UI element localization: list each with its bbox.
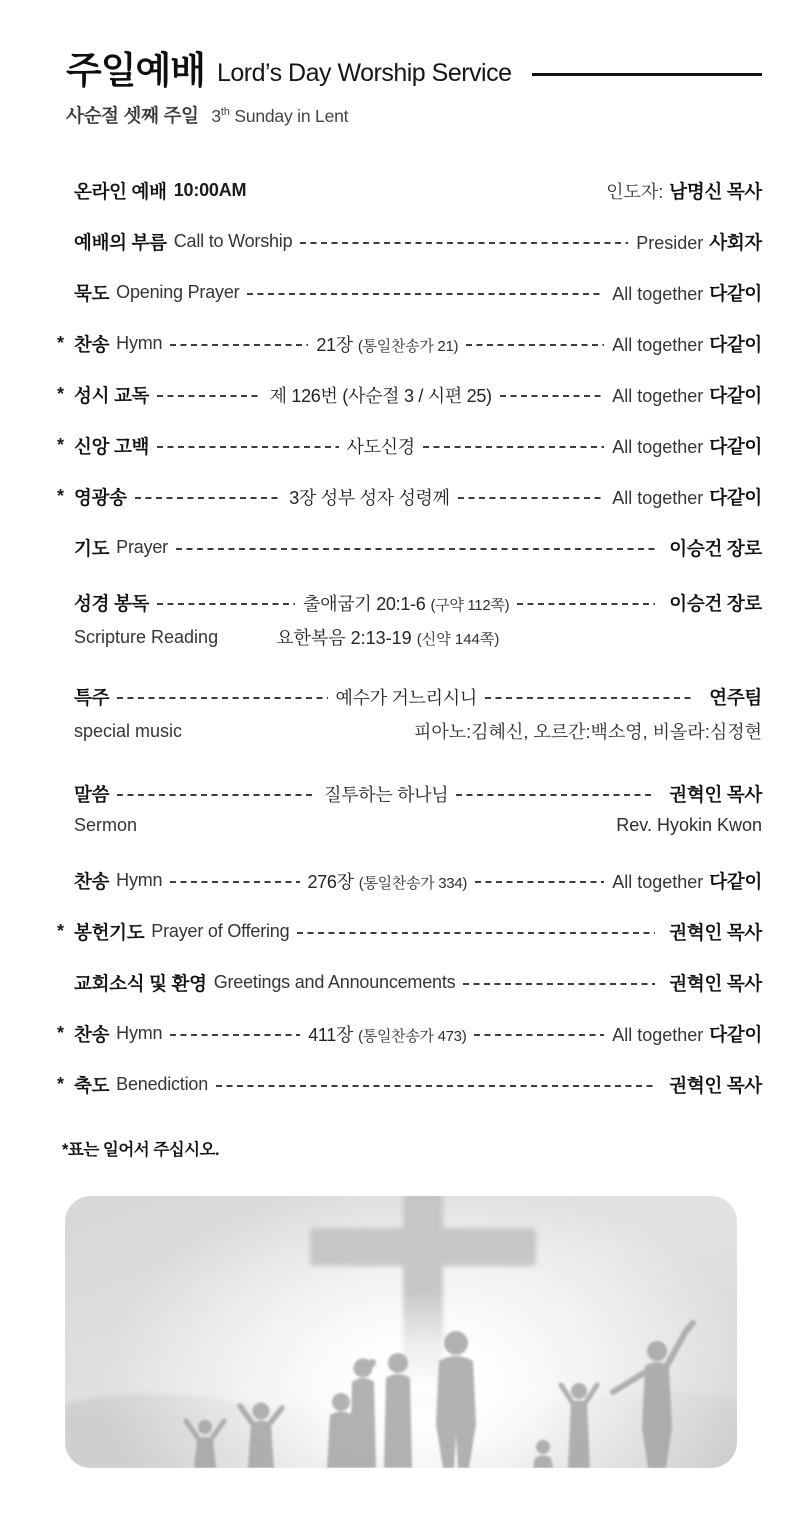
item-label-korean: 찬송 (74, 1023, 110, 1045)
item-label-english: Hymn (116, 1023, 163, 1043)
program-row (57, 1008, 762, 1059)
respondent (663, 970, 762, 996)
title-row (66, 52, 762, 89)
leader-dashes (456, 794, 655, 796)
leader-dashes (517, 603, 655, 605)
item-label-korean: 신앙 고백 (74, 435, 150, 457)
respondent (612, 331, 762, 357)
item-sublabel: Sermon (74, 814, 138, 835)
respondent-name: 다같이 (709, 333, 762, 355)
respondent-name: 이승건 장로 (669, 537, 762, 559)
item-label-korean: 온라인 예배 (74, 180, 167, 202)
item-detail: 276장 (통일찬송가 334) (307, 871, 468, 892)
item-label-english: Hymn (116, 870, 163, 890)
item-detail: 3장 성부 성자 성령께 (289, 487, 450, 508)
item-detail-page-ref: (통일찬송가 21) (357, 337, 459, 355)
program-row-main (57, 1072, 762, 1098)
stand-asterisk: * (57, 1074, 65, 1094)
respondent-name: 연주팀 (709, 687, 762, 708)
respondent-name: 권혁인 목사 (669, 783, 762, 805)
item-label-korean: 묵도 (74, 282, 110, 304)
program-row (57, 165, 762, 216)
item-label-korean: 특주 (74, 687, 110, 708)
leader-dashes (475, 881, 604, 883)
second-reading-page-ref: (신약 144쪽) (416, 631, 500, 648)
leader-dashes (157, 395, 261, 397)
respondent-role: 인도자: (606, 181, 664, 202)
leader-dashes (157, 603, 295, 605)
leader-dashes (300, 242, 628, 244)
leader-dashes (176, 548, 655, 550)
item-label-english: 10:00AM (173, 180, 247, 200)
leader-dashes (474, 1034, 604, 1036)
respondent (606, 178, 762, 204)
subtitle (66, 102, 762, 128)
program-row (57, 1059, 762, 1110)
stand-asterisk: * (57, 435, 65, 455)
program-row-main (57, 178, 762, 204)
program-row (57, 855, 762, 906)
program-row-main (57, 590, 762, 616)
item-detail: 제 126번 (사순절 3 / 시편 25) (269, 385, 492, 406)
leader-dashes (458, 497, 604, 499)
item-label-korean: 교회소식 및 환영 (74, 972, 207, 994)
item-detail: 411장 (통일찬송가 473) (308, 1024, 467, 1045)
subtitle-korean: 사순절 셋째 주일 (66, 105, 199, 126)
respondent-name: 다같이 (709, 1023, 763, 1045)
program-row (57, 369, 762, 420)
program-row-subline (57, 718, 762, 744)
stand-asterisk: * (57, 1023, 65, 1043)
respondent-role: All together (612, 385, 704, 406)
respondent-name: 권혁인 목사 (669, 1074, 762, 1096)
program-row-main (57, 280, 762, 306)
leader-dashes (157, 446, 338, 448)
program-row-main (57, 1021, 762, 1047)
respondent-role: All together (612, 334, 704, 355)
respondent-role: All together (612, 871, 704, 892)
bulletin-page (0, 52, 800, 1518)
leader-dashes (117, 794, 316, 796)
respondent-name: 사회자 (709, 231, 762, 253)
respondent-name: 다같이 (709, 384, 762, 406)
subtitle-english: 3th Sunday in Lent (211, 106, 349, 126)
header (66, 52, 762, 128)
leader-dashes (466, 344, 604, 346)
respondent-name: 권혁인 목사 (669, 921, 762, 943)
leader-dashes (170, 1034, 300, 1036)
program-row-subline (57, 624, 762, 650)
page-title-korean: 주일예배 (66, 50, 205, 91)
program-list (57, 165, 762, 1110)
item-sublabel: Scripture Reading (74, 626, 219, 647)
stand-footnote: *표는 일어서 주십시오. (62, 1141, 220, 1159)
program-row-main (57, 382, 762, 408)
program-row-subline (57, 815, 762, 836)
respondent-name: 권혁인 목사 (669, 972, 762, 994)
respondent (663, 1072, 762, 1098)
performers: Rev. Hyokin Kwon (616, 814, 762, 835)
program-row-main (57, 433, 762, 459)
respondent (663, 781, 762, 807)
item-detail-page-ref: (구약 112쪽) (430, 597, 510, 614)
leader-dashes (135, 497, 281, 499)
respondent (663, 919, 762, 945)
stand-asterisk: * (57, 921, 65, 941)
header-rule (532, 73, 762, 76)
item-detail-page-ref: (통일찬송가 473) (358, 1027, 467, 1045)
respondent (663, 590, 762, 616)
respondent (663, 535, 762, 561)
item-detail: 질투하는 하나님 (324, 784, 449, 805)
leader-dashes (170, 881, 299, 883)
worship-image-reflection (65, 1468, 737, 1506)
program-row-main (57, 331, 762, 357)
page-title-english: Lord’s Day Worship Service (216, 58, 512, 87)
leader-dashes (170, 344, 308, 346)
respondent (636, 229, 762, 255)
second-reading: 요한복음 2:13-19 (신약 144쪽) (276, 628, 500, 648)
program-row-main (57, 484, 762, 510)
leader-dashes (216, 1085, 655, 1087)
leader-dashes (297, 932, 655, 934)
item-sublabel: special music (74, 720, 183, 741)
respondent (612, 433, 762, 459)
respondent-name: 이승건 장로 (669, 593, 762, 614)
respondent-name: 남명신 목사 (669, 180, 762, 202)
respondent (612, 280, 762, 306)
respondent-name: 다같이 (709, 282, 762, 304)
respondent (612, 1021, 762, 1047)
item-label-korean: 예배의 부름 (74, 231, 167, 253)
item-label-english: Greetings and Announcements (213, 972, 456, 992)
item-label-korean: 성시 교독 (74, 384, 150, 406)
respondent-role: All together (612, 1024, 704, 1045)
item-label-korean: 말씀 (74, 783, 110, 805)
item-label-korean: 기도 (74, 537, 110, 559)
item-detail-page-ref: (통일찬송가 334) (358, 874, 468, 892)
item-detail: 예수가 거느리시니 (335, 688, 477, 708)
program-row-main (57, 535, 762, 561)
respondent-name: 다같이 (709, 486, 762, 508)
program-row (57, 267, 762, 318)
program-row (57, 667, 762, 761)
leader-dashes (485, 697, 695, 699)
item-label-korean: 축도 (74, 1074, 110, 1096)
item-label-korean: 찬송 (74, 333, 110, 355)
respondent-role: Presider (636, 232, 704, 253)
stand-asterisk: * (57, 486, 65, 506)
program-row-main (57, 919, 762, 945)
respondent (703, 684, 762, 710)
item-label-korean: 성경 봉독 (74, 593, 150, 614)
program-row (57, 957, 762, 1008)
program-row-main (57, 229, 762, 255)
stand-asterisk: * (57, 333, 65, 353)
leader-dashes (117, 697, 327, 699)
program-row (57, 761, 762, 855)
program-row (57, 522, 762, 573)
respondent-role: All together (612, 283, 704, 304)
respondent (612, 868, 762, 894)
respondent (612, 382, 762, 408)
program-row (57, 906, 762, 957)
item-detail: 사도신경 (346, 436, 415, 457)
respondent-role: All together (612, 436, 704, 457)
item-label-english: Benediction (116, 1074, 209, 1094)
program-row-main (57, 970, 762, 996)
item-label-english: Hymn (116, 333, 163, 353)
item-label-english: Prayer (116, 537, 168, 557)
program-row-main (57, 781, 762, 807)
leader-dashes (247, 293, 604, 295)
stand-asterisk: * (57, 384, 65, 404)
leader-dashes (463, 983, 655, 985)
item-detail: 출애굽기 20:1-6 (구약 112쪽) (303, 594, 510, 614)
program-row (57, 318, 762, 369)
program-row (57, 216, 762, 267)
program-row (57, 573, 762, 667)
respondent-name: 다같이 (709, 870, 763, 892)
item-detail: 21장 (통일찬송가 21) (316, 334, 459, 355)
respondent-name: 다같이 (709, 435, 763, 457)
leader-dashes (500, 395, 604, 397)
respondent (612, 484, 762, 510)
program-row (57, 471, 762, 522)
program-row-main (57, 868, 762, 894)
respondent-role: All together (612, 487, 704, 508)
leader-dashes (423, 446, 604, 448)
item-label-english: Call to Worship (173, 231, 293, 251)
item-label-korean: 영광송 (74, 486, 127, 508)
program-row-main (57, 684, 762, 710)
performers: 피아노:김혜신, 오르간:백소영, 비올라:심정현 (414, 722, 762, 742)
item-label-english: Prayer of Offering (151, 921, 290, 941)
worshippers-before-cross-image (65, 1196, 737, 1468)
item-label-korean: 봉헌기도 (74, 921, 145, 943)
item-label-korean: 찬송 (74, 870, 110, 892)
program-row (57, 420, 762, 471)
item-label-english: Opening Prayer (116, 282, 240, 302)
